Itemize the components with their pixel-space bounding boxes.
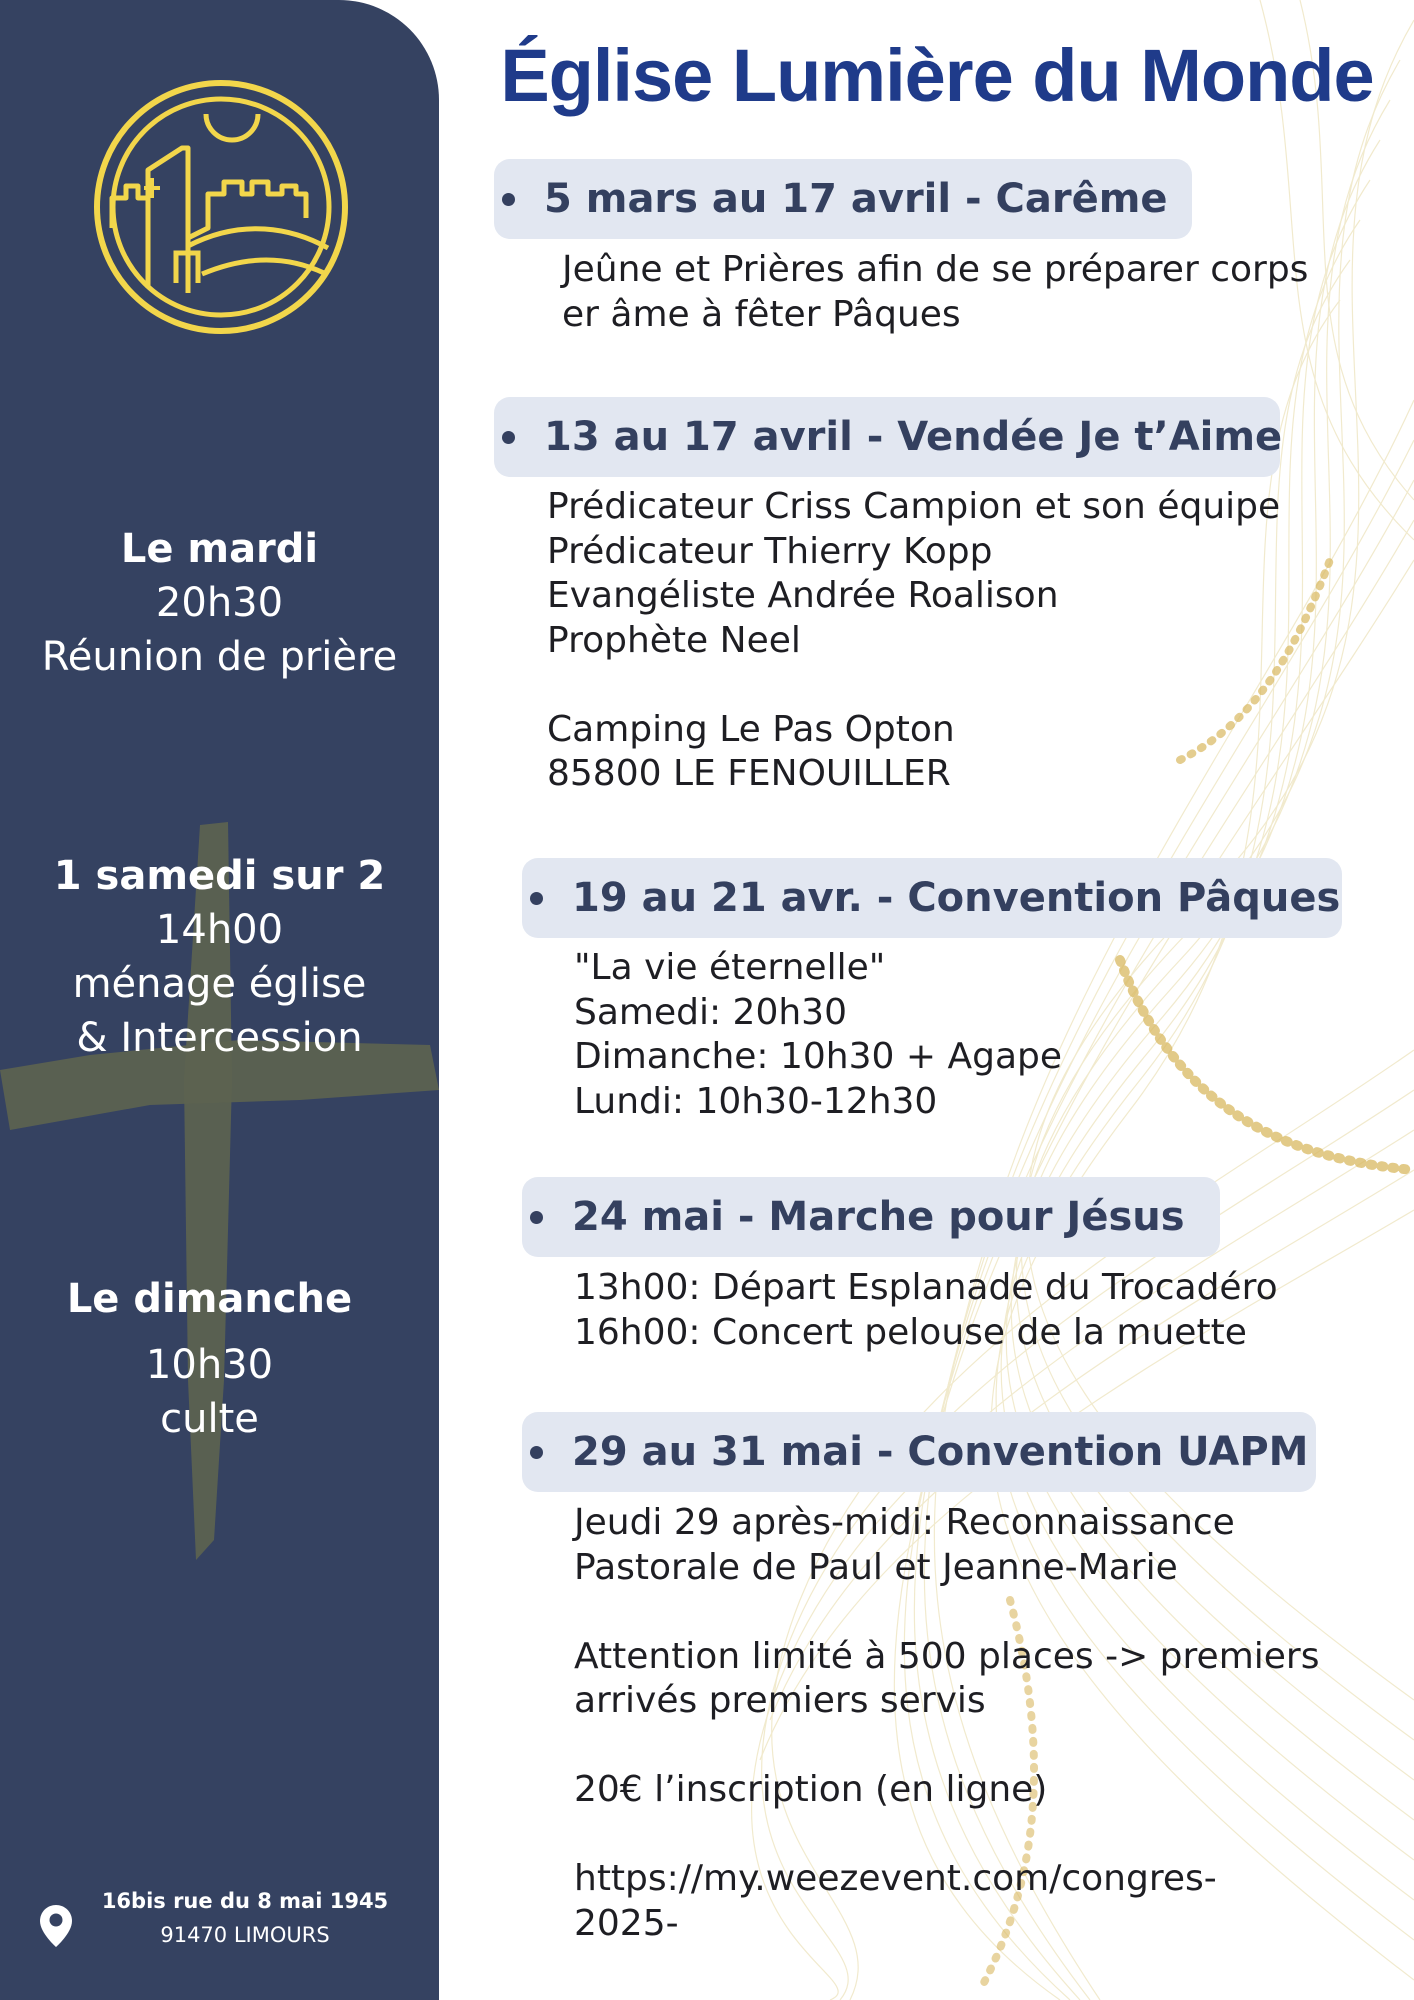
schedule-saturday-time: 14h00 (155, 907, 284, 953)
schedule-tuesday-time: 20h30 (155, 580, 284, 626)
event-line: "La vie éternelle" (574, 947, 886, 988)
event-line: Jeudi 29 après-midi: Reconnaissance (574, 1502, 1235, 1543)
schedule-sunday (0, 1272, 429, 1446)
event-line: Prédicateur Criss Campion et son équipe (547, 486, 1281, 527)
schedule-saturday-day: 1 samedi sur 2 (53, 853, 386, 899)
registration-link-continued[interactable]: 2025- (574, 1902, 679, 1944)
event-line: Evangéliste Andrée Roalison (547, 575, 1059, 616)
schedule-saturday-activity-2: & Intercession (76, 1015, 363, 1061)
event-line: Prédicateur Thierry Kopp (547, 530, 993, 572)
event-heading-careme (494, 159, 1192, 239)
page-title: Église Lumière du Monde (500, 34, 1374, 117)
event-line (547, 663, 1280, 708)
schedule-tuesday (0, 522, 439, 684)
event-line: Dimanche: 10h30 + Agape (574, 1036, 1063, 1077)
event-heading-uapm (522, 1412, 1316, 1492)
event-heading-vendee-text: 13 au 17 avril - Vendée Je t’Aime (544, 414, 1283, 460)
event-heading-marche (522, 1177, 1220, 1257)
schedule-sunday-time: 10h30 (145, 1342, 274, 1388)
event-details-marche (574, 1266, 1278, 1355)
event-line: arrivés premiers servis (574, 1680, 986, 1721)
schedule-saturday (0, 849, 439, 1065)
schedule-tuesday-day: Le mardi (120, 526, 319, 572)
address (95, 1884, 395, 1952)
event-line: Samedi: 20h30 (574, 991, 847, 1033)
schedule-saturday-activity: ménage église (72, 961, 367, 1007)
event-heading-vendee (494, 397, 1283, 477)
sidebar (0, 0, 439, 2000)
address-street: 16bis rue du 8 mai 1945 (101, 1889, 389, 1913)
event-line (574, 1813, 1319, 1858)
event-line: Camping Le Pas Opton (547, 708, 955, 750)
event-heading-paques (522, 858, 1342, 938)
event-details-vendee (547, 485, 1280, 797)
church-logo-icon (92, 78, 350, 336)
event-line: Prophète Neel (547, 619, 801, 661)
event-line (574, 1590, 1319, 1635)
event-details-careme (562, 248, 1308, 337)
event-line: 20€ l’inscription (en ligne) (574, 1769, 1048, 1810)
event-line: Jeûne et Prières afin de se préparer corps (562, 249, 1309, 290)
registration-link[interactable]: https://my.weezevent.com/congres- (574, 1858, 1217, 1899)
event-details-uapm (574, 1501, 1319, 1946)
event-line: 16h00: Concert pelouse de la muette (574, 1311, 1247, 1353)
event-line: 13h00: Départ Esplanade du Trocadéro (574, 1267, 1278, 1308)
event-heading-marche-text: 24 mai - Marche pour Jésus (572, 1194, 1185, 1240)
event-heading-paques-text: 19 au 21 avr. - Convention Pâques (572, 875, 1341, 921)
address-city: 91470 LIMOURS (160, 1923, 330, 1947)
event-heading-careme-text: 5 mars au 17 avril - Carême (544, 176, 1168, 222)
location-pin-icon (38, 1903, 74, 1949)
event-line (574, 1724, 1319, 1769)
schedule-tuesday-activity: Réunion de prière (41, 634, 398, 680)
event-line: Lundi: 10h30-12h30 (574, 1080, 938, 1122)
event-details-paques (574, 946, 1062, 1124)
event-line: Attention limité à 500 places -> premiers (574, 1635, 1320, 1677)
schedule-sunday-day: Le dimanche (66, 1276, 353, 1322)
schedule-sunday-activity: culte (160, 1396, 259, 1442)
event-line: 85800 LE FENOUILLER (547, 753, 951, 794)
event-line: er âme à fêter Pâques (562, 293, 961, 335)
event-heading-uapm-text: 29 au 31 mai - Convention UAPM (572, 1429, 1309, 1475)
event-line: Pastorale de Paul et Jeanne-Marie (574, 1546, 1178, 1588)
